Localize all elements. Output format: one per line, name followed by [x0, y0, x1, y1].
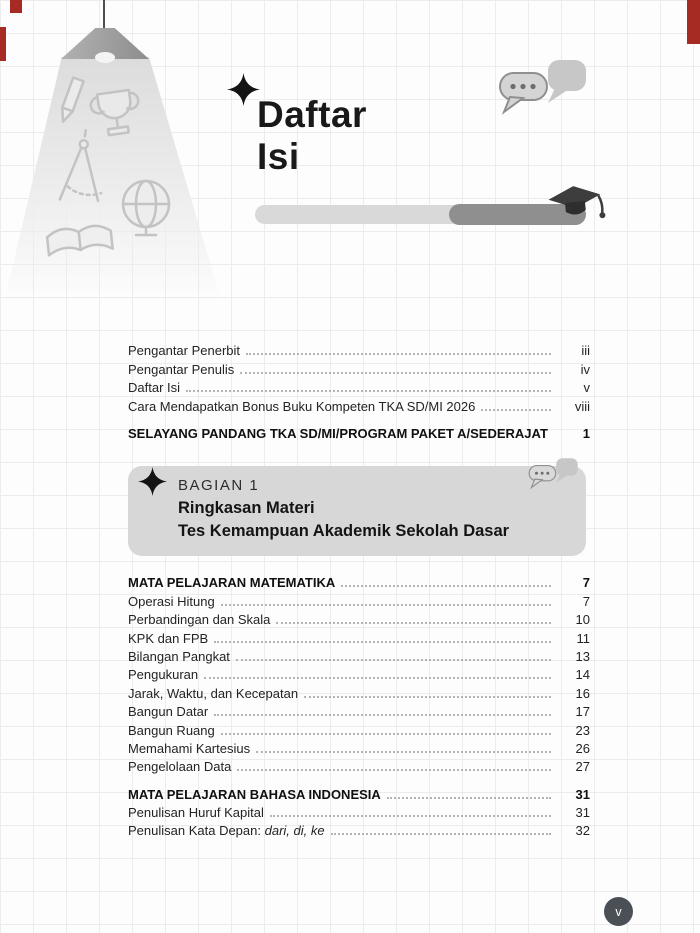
- dotted-leader: [204, 677, 551, 679]
- chat-bubbles-icon: [528, 457, 580, 490]
- toc-entry-label: Pengukuran: [128, 667, 199, 683]
- toc-main-list: [128, 572, 590, 838]
- toc-entry-label: Perbandingan dan Skala: [128, 612, 271, 628]
- toc-row: [128, 682, 590, 700]
- page-number: v: [615, 904, 622, 919]
- toc-row: [128, 719, 590, 737]
- toc-entry-page: 27: [575, 759, 590, 775]
- book-doodle-icon: [46, 224, 112, 255]
- dotted-leader: [270, 815, 551, 817]
- chat-bubbles-icon: [498, 58, 590, 116]
- toc-entry-page: iv: [580, 361, 590, 377]
- toc-entry-label: Jarak, Waktu, dan Kecepatan: [128, 685, 299, 701]
- section-header-bagian-1: [128, 466, 586, 556]
- toc-entry-label: Cara Mendapatkan Bonus Buku Kompeten TKA SD/MI 2026: [128, 398, 476, 414]
- dotted-leader: [481, 409, 551, 411]
- dotted-leader: [221, 604, 551, 606]
- toc-row: [128, 756, 590, 774]
- pencil-doodle-icon: [58, 78, 84, 124]
- toc-entry-page: 23: [575, 722, 590, 738]
- compass-doodle-icon: [60, 128, 110, 205]
- toc-entry-page: 31: [575, 786, 590, 802]
- toc-entry-page: 7: [582, 575, 590, 591]
- toc-entry-label: Penulisan Kata Depan: dari, di, ke: [128, 823, 325, 839]
- toc-entry-page: 11: [576, 630, 590, 646]
- page-title: [257, 94, 367, 178]
- toc-row: [128, 377, 590, 395]
- dotted-leader: [237, 769, 551, 771]
- trophy-doodle-icon: [89, 89, 142, 137]
- toc-entry-label: Penulisan Huruf Kapital: [128, 805, 264, 821]
- page-title-line2: Isi: [257, 135, 300, 177]
- toc-entry-page: viii: [574, 398, 590, 414]
- toc-row: [128, 423, 590, 441]
- toc-entry-label: MATA PELAJARAN BAHASA INDONESIA: [128, 786, 381, 802]
- lamp-cord: [103, 0, 105, 30]
- toc-entry-label: MATA PELAJARAN MATEMATIKA: [128, 575, 336, 591]
- dotted-leader: [341, 585, 551, 587]
- dotted-leader: [246, 353, 551, 355]
- toc-entry-page: 1: [582, 425, 590, 441]
- toc-row: [128, 820, 590, 838]
- toc-front-list: [128, 340, 590, 441]
- dotted-leader: [240, 372, 551, 374]
- title-underline-bar: [255, 201, 586, 228]
- toc-row: [128, 738, 590, 756]
- toc-row: [128, 701, 590, 719]
- page-number-badge: [604, 897, 633, 926]
- toc-row: [128, 358, 590, 376]
- graduation-cap-icon: [545, 183, 607, 229]
- dotted-leader: [387, 797, 551, 799]
- dotted-leader: [214, 714, 551, 716]
- toc-entry-label: Daftar Isi: [128, 380, 181, 396]
- dotted-leader: [256, 751, 551, 753]
- section-title-line1: Ringkasan Materi: [178, 499, 315, 517]
- toc-entry-page: 32: [575, 823, 590, 839]
- toc-entry-label: Bangun Datar: [128, 704, 209, 720]
- toc-entry-page: 16: [575, 685, 590, 701]
- toc-row: [128, 609, 590, 627]
- toc-entry-label: Bilangan Pangkat: [128, 648, 230, 664]
- red-accent-top-left: [10, 0, 22, 13]
- toc-row: [128, 783, 590, 801]
- toc-row: [128, 802, 590, 820]
- dotted-leader: [304, 696, 551, 698]
- dotted-leader: [214, 641, 551, 643]
- toc-entry-label: Memahami Kartesius: [128, 740, 251, 756]
- dotted-leader: [236, 659, 551, 661]
- toc-entry-label: Pengelolaan Data: [128, 759, 232, 775]
- toc-entry-label: Operasi Hitung: [128, 593, 215, 609]
- sparkle-icon: [138, 467, 167, 496]
- doodle-illustrations: [18, 76, 228, 276]
- globe-doodle-icon: [123, 181, 169, 235]
- lamp-bulb-icon: [95, 52, 115, 63]
- toc-entry-page: 31: [575, 805, 590, 821]
- toc-row: [128, 340, 590, 358]
- toc-entry-page: iii: [581, 343, 590, 359]
- toc-entry-label: Pengantar Penulis: [128, 361, 235, 377]
- toc-row: [128, 627, 590, 645]
- toc-entry-label: KPK dan FPB: [128, 630, 209, 646]
- dotted-leader: [331, 833, 551, 835]
- toc-entry-page: 10: [575, 612, 590, 628]
- toc-row: [128, 572, 590, 590]
- sparkle-icon: [227, 73, 260, 106]
- toc-row: [128, 646, 590, 664]
- toc-entry-page: 26: [575, 740, 590, 756]
- dotted-leader: [276, 622, 551, 624]
- section-kicker: BAGIAN 1: [178, 477, 260, 494]
- toc-entry-page: 13: [575, 648, 590, 664]
- toc-entry-label: SELAYANG PANDANG TKA SD/MI/PROGRAM PAKET A/SEDERAJAT: [128, 425, 548, 441]
- toc-row: [128, 664, 590, 682]
- toc-entry-label: Bangun Ruang: [128, 722, 215, 738]
- toc-entry-page: 7: [582, 593, 590, 609]
- dotted-leader: [186, 390, 551, 392]
- toc-entry-page: v: [583, 380, 590, 396]
- toc-entry-label: Pengantar Penerbit: [128, 343, 241, 359]
- toc-row: [128, 395, 590, 413]
- red-accent-top-right: [687, 0, 700, 44]
- red-accent-left-edge: [0, 27, 6, 61]
- toc-entry-page: 14: [575, 667, 590, 683]
- page-title-line1: Daftar: [257, 94, 367, 135]
- dotted-leader: [221, 733, 551, 735]
- section-title-line2: Tes Kemampuan Akademik Sekolah Dasar: [178, 522, 510, 540]
- toc-row: [128, 590, 590, 608]
- toc-entry-page: 17: [575, 704, 590, 720]
